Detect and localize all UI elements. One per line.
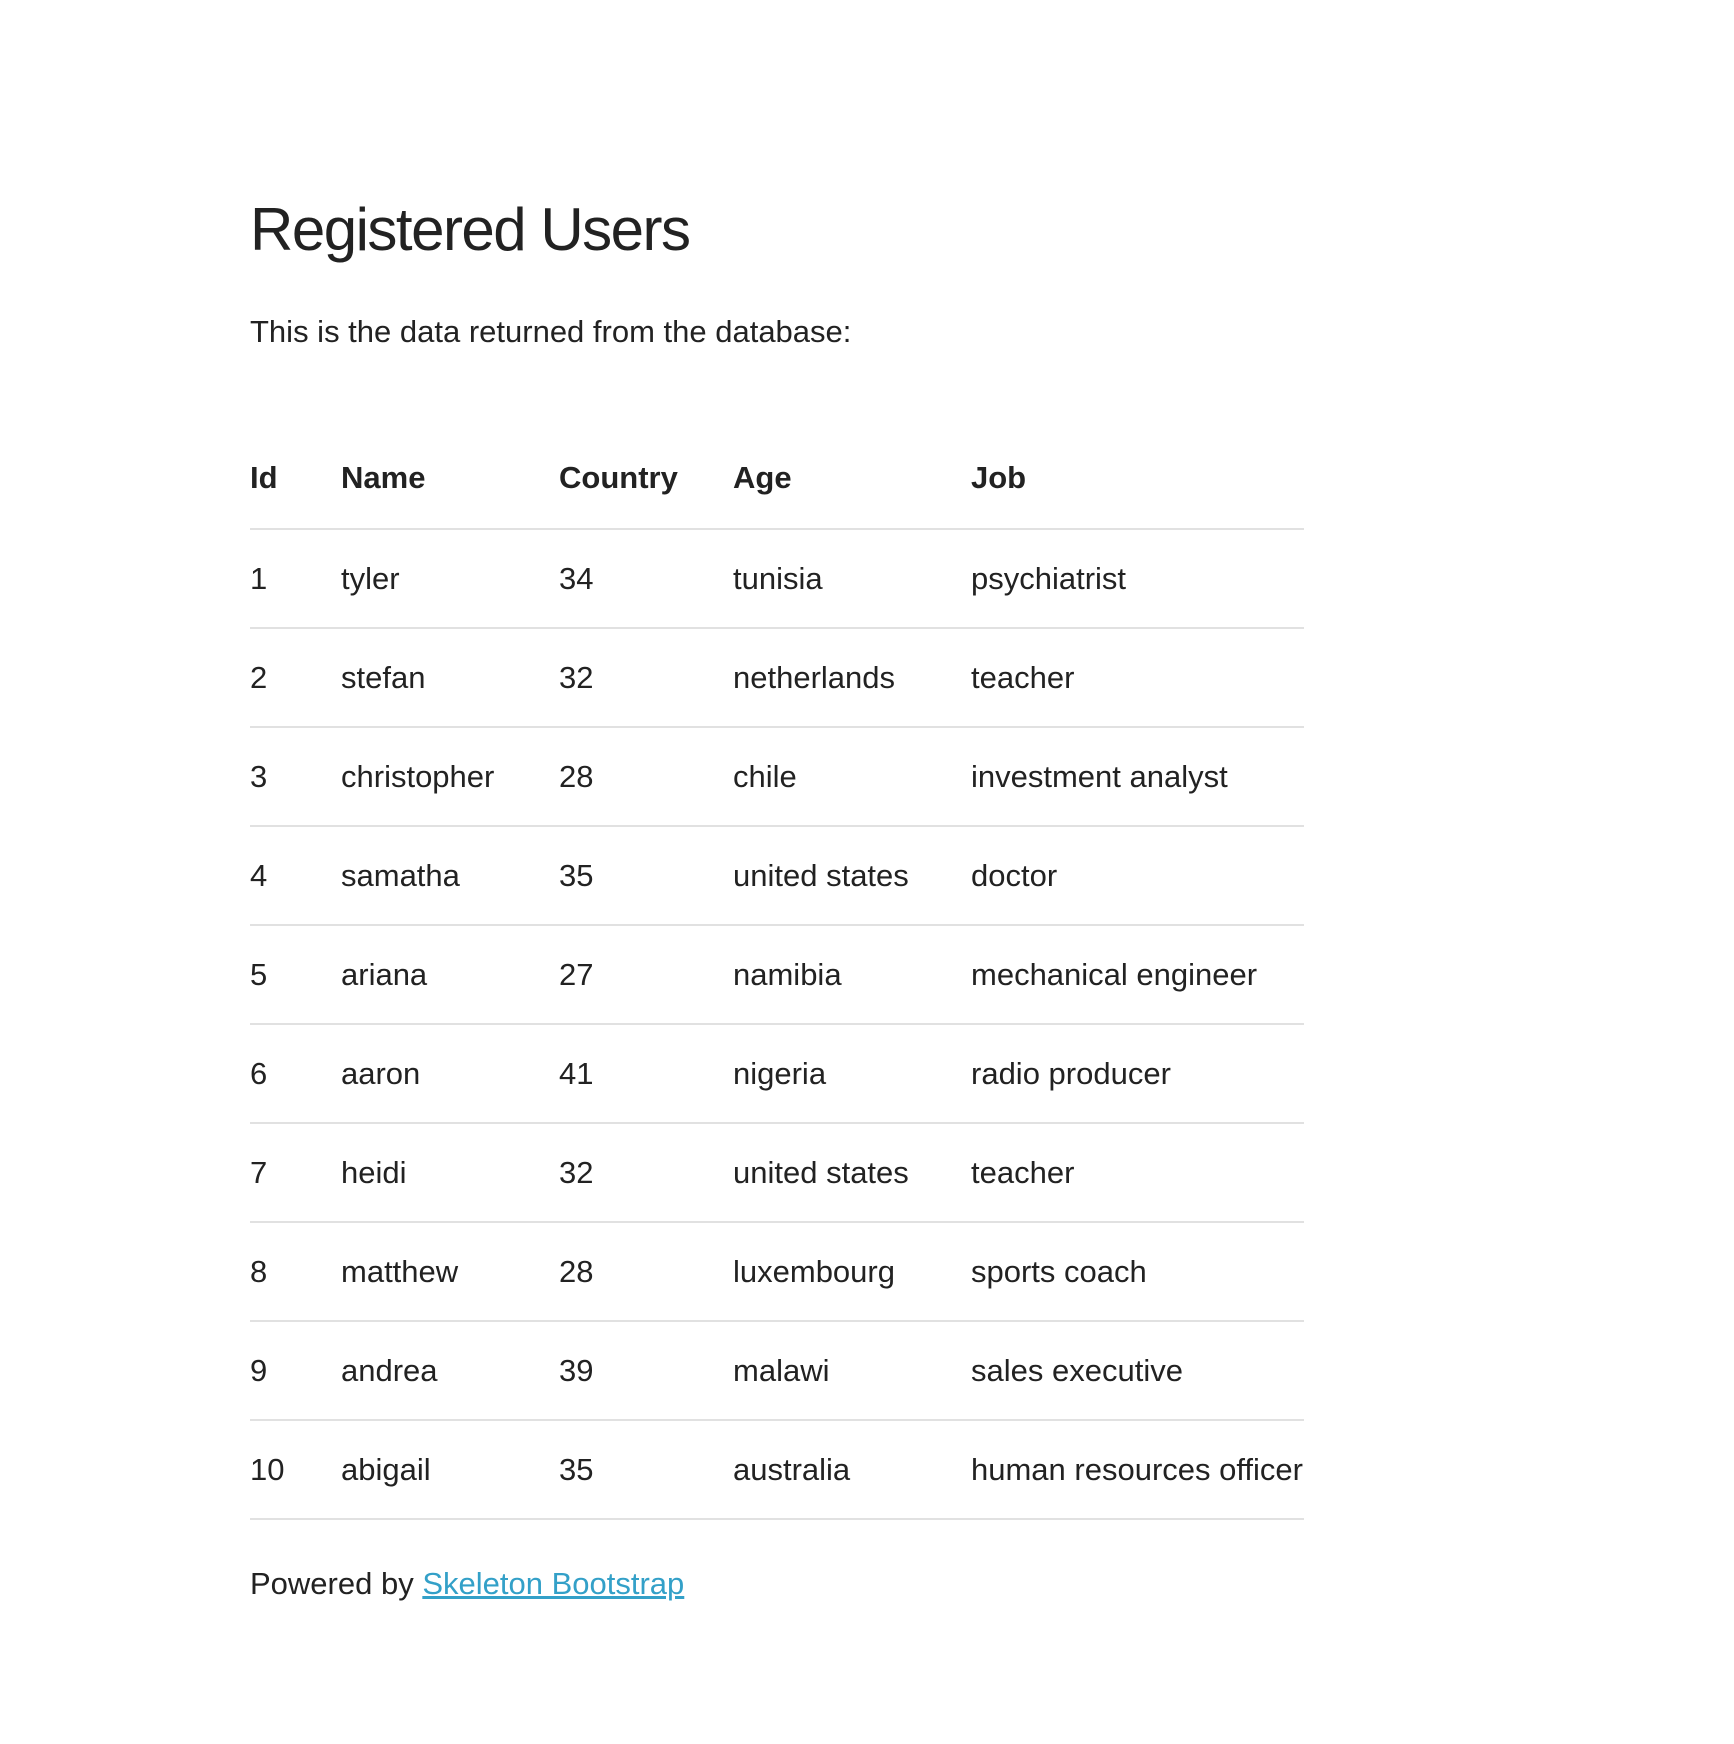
cell-country: 35 (559, 1420, 733, 1519)
table-row (250, 727, 1304, 826)
cell-job: doctor (971, 826, 1304, 925)
cell-age: united states (733, 1123, 971, 1222)
cell-age: australia (733, 1420, 971, 1519)
cell-country: 28 (559, 1222, 733, 1321)
cell-age: netherlands (733, 628, 971, 727)
cell-id: 3 (250, 727, 341, 826)
cell-id: 7 (250, 1123, 341, 1222)
cell-id: 5 (250, 925, 341, 1024)
cell-name: christopher (341, 727, 559, 826)
table-header-row (250, 430, 1304, 529)
intro-text: This is the data returned from the database: (250, 314, 852, 349)
cell-id: 1 (250, 529, 341, 628)
cell-job: mechanical engineer (971, 925, 1304, 1024)
table-row (250, 529, 1304, 628)
cell-name: samatha (341, 826, 559, 925)
cell-age: malawi (733, 1321, 971, 1420)
cell-age: united states (733, 826, 971, 925)
cell-country: 41 (559, 1024, 733, 1123)
header-job: Job (971, 430, 1304, 529)
cell-job: investment analyst (971, 727, 1304, 826)
table-row (250, 1222, 1304, 1321)
table-row (250, 925, 1304, 1024)
cell-age: luxembourg (733, 1222, 971, 1321)
cell-name: ariana (341, 925, 559, 1024)
header-country: Country (559, 430, 733, 529)
cell-age: chile (733, 727, 971, 826)
cell-country: 27 (559, 925, 733, 1024)
cell-job: psychiatrist (971, 529, 1304, 628)
cell-id: 4 (250, 826, 341, 925)
cell-id: 10 (250, 1420, 341, 1519)
cell-age: tunisia (733, 529, 971, 628)
cell-name: tyler (341, 529, 559, 628)
cell-name: andrea (341, 1321, 559, 1420)
table-row (250, 1123, 1304, 1222)
cell-name: aaron (341, 1024, 559, 1123)
cell-country: 28 (559, 727, 733, 826)
cell-id: 6 (250, 1024, 341, 1123)
cell-name: abigail (341, 1420, 559, 1519)
cell-job: radio producer (971, 1024, 1304, 1123)
cell-id: 2 (250, 628, 341, 727)
footer-prefix: Powered by (250, 1566, 423, 1601)
table-row (250, 1024, 1304, 1123)
cell-country: 32 (559, 628, 733, 727)
cell-job: teacher (971, 628, 1304, 727)
cell-job: sales executive (971, 1321, 1304, 1420)
footer (250, 1564, 1304, 1604)
cell-country: 39 (559, 1321, 733, 1420)
users-table (250, 430, 1304, 1520)
cell-name: matthew (341, 1222, 559, 1321)
header-age: Age (733, 430, 971, 529)
cell-name: heidi (341, 1123, 559, 1222)
table-row (250, 628, 1304, 727)
cell-country: 32 (559, 1123, 733, 1222)
cell-age: namibia (733, 925, 971, 1024)
skeleton-bootstrap-link[interactable]: Skeleton Bootstrap (422, 1566, 685, 1601)
cell-job: human resources officer (971, 1420, 1304, 1519)
cell-id: 9 (250, 1321, 341, 1420)
cell-age: nigeria (733, 1024, 971, 1123)
cell-country: 35 (559, 826, 733, 925)
table-row (250, 1420, 1304, 1519)
cell-country: 34 (559, 529, 733, 628)
table-row (250, 1321, 1304, 1420)
page-title: Registered Users (250, 196, 690, 263)
cell-job: sports coach (971, 1222, 1304, 1321)
cell-job: teacher (971, 1123, 1304, 1222)
header-id: Id (250, 430, 341, 529)
table-row (250, 826, 1304, 925)
cell-id: 8 (250, 1222, 341, 1321)
cell-name: stefan (341, 628, 559, 727)
table-body (250, 529, 1304, 1519)
header-name: Name (341, 430, 559, 529)
main-container (250, 190, 1304, 1604)
